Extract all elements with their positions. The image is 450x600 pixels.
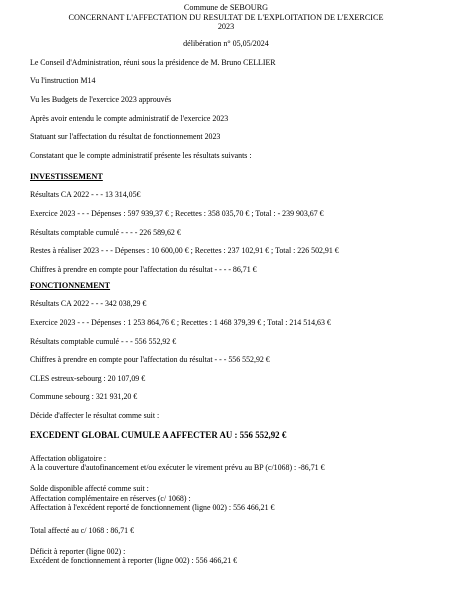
total-affecte: Total affecté au c/ 1068 : 86,71 € (30, 525, 135, 535)
affectation-obligatoire (30, 454, 422, 473)
affectation-obligatoire-title: Affectation obligatoire : (30, 453, 107, 463)
investissement-chiffres: Chiffres à prendre en compte pour l'affectation du résultat - - - - 86,71 € (30, 264, 257, 274)
excedent-global: EXCEDENT GLOBAL CUMULE A AFFECTER AU : 556 552,92 € (30, 429, 287, 440)
solde-disponible (30, 484, 422, 513)
investissement-restes: Restes à réaliser 2023 - - - Dépenses : 10 600,00 € ; Recettes : 237 102,91 € ; Total : 226 502,91 € (30, 246, 339, 256)
reports (30, 547, 422, 566)
fonctionnement-exercice: Exercice 2023 - - - Dépenses : 1 253 864,76 € ; Recettes : 1 468 379,39 € ; Total : 214 514,63 € (30, 317, 331, 327)
vu-budgets: Vu les Budgets de l'exercice 2023 approuvés (30, 94, 172, 104)
excedent-a-reporter: Excédent de fonctionnement à reporter (ligne 002) : 556 466,21 € (30, 556, 238, 566)
commune-sebourg: Commune sebourg : 321 931,20 € (30, 392, 138, 402)
constatant: Constatant que le compte administratif présente les résultats suivants : (30, 150, 252, 160)
solde-title: Solde disponible affecté comme suit : (30, 484, 149, 494)
affectation-excedent-reporte: Affectation à l'excédent reporté de fonctionnement (ligne 002) : 556 466,21 € (30, 503, 275, 513)
fonctionnement-resultats-ca: Résultats CA 2022 - - - 342 038,29 € (30, 299, 147, 309)
fonctionnement-heading: FONCTIONNEMENT (30, 280, 111, 290)
decide-affecter: Décide d'affecter le résultat comme suit : (30, 410, 160, 420)
apres-avoir-entendu: Après avoir entendu le compte administratif de l'exercice 2023 (30, 113, 229, 123)
commune-name: Commune de SEBOURG (183, 3, 269, 12)
investissement-heading: INVESTISSEMENT (30, 171, 103, 181)
conseil-paragraph: Le Conseil d'Administration, réuni sous la présidence de M. Bruno CELLIER (30, 57, 276, 67)
document-header (30, 0, 422, 32)
affectation-complementaire: Affectation complémentaire en réserves (c/ 1068) : (30, 493, 191, 503)
affectation-obligatoire-text: A la couverture d'autofinancement et/ou exécuter le virement prévu au BP (c/1068) : -86,71 € (30, 463, 325, 473)
investissement-exercice: Exercice 2023 - - - Dépenses : 597 939,37 € ; Recettes : 358 035,70 € ; Total : - 239 903,67 € (30, 208, 324, 218)
document-title-year: 2023 (217, 22, 235, 32)
fonctionnement-comptable: Résultats comptable cumulé - - - 556 552,92 € (30, 336, 177, 346)
deficit-a-reporter: Déficit à reporter (ligne 002) : (30, 546, 126, 556)
cles-estreux-sebourg: CLES estreux-sebourg : 20 107,09 € (30, 373, 146, 383)
investissement-comptable: Résultats comptable cumulé - - - - 226 589,62 € (30, 227, 181, 237)
deliberation-number: délibération n° 05,05/2024 (183, 38, 269, 48)
document-title: CONCERNANT L'AFFECTATION DU RESULTAT DE L'EXPLOITATION DE L'EXERCICE (68, 12, 384, 22)
investissement-resultats-ca: Résultats CA 2022 - - - 13 314,05€ (30, 190, 141, 200)
fonctionnement-chiffres: Chiffres à prendre en compte pour l'affectation du résultat - - - 556 552,92 € (30, 355, 270, 365)
vu-instruction: Vu l'instruction M14 (30, 76, 96, 86)
statuant: Statuant sur l'affectation du résultat de fonctionnement 2023 (30, 132, 221, 142)
